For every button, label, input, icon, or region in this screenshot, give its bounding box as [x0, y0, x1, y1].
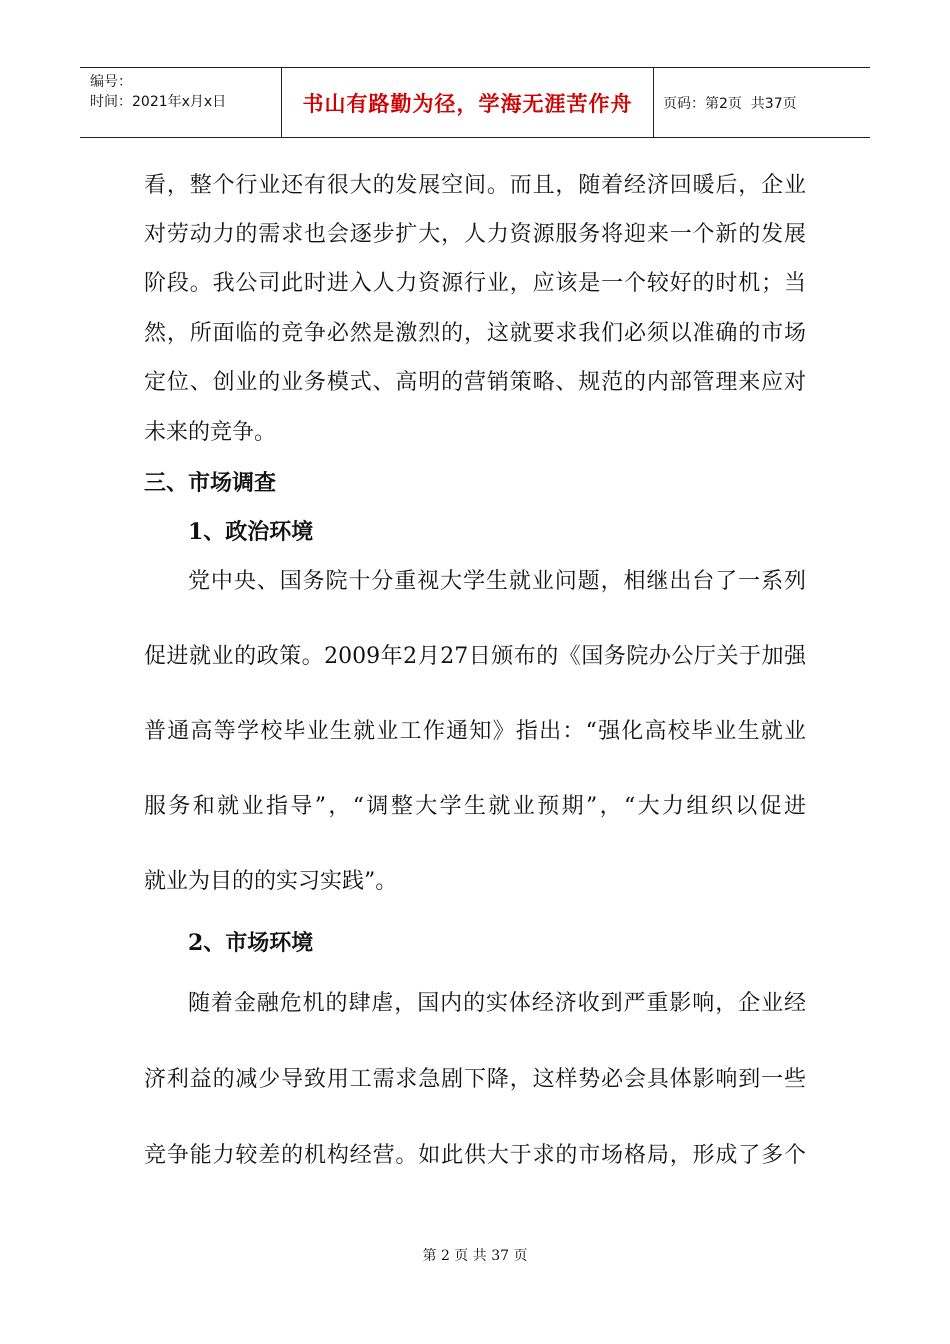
paragraph-line: 对劳动力的需求也会逐步扩大，人力资源服务将迎来一个新的发展 [144, 222, 806, 247]
header-meta [90, 72, 226, 112]
header-time-label: 时间：2021年x月x日 [90, 94, 227, 110]
header-number-label: 编号： [90, 74, 132, 90]
page-footer: 第 2 页 共 37 页 [422, 1248, 528, 1264]
paragraph-line: 然，所面临的竞争必然是激烈的，这就要求我们必须以准确的市场 [144, 321, 806, 346]
paragraph-line: 定位、创业的业务模式、高明的营销策略、规范的内部管理来应对 [144, 370, 806, 395]
paragraph-line: 服务和就业指导”，“调整大学生就业预期”，“大力组织以促进 [144, 794, 806, 819]
header-page-info: 页码：第2页 共37页 [663, 95, 797, 112]
paragraph-line: 竞争能力较差的机构经营。如此供大于求的市场格局，形成了多个 [144, 1143, 806, 1168]
paragraph-line: 阶段。我公司此时进入人力资源行业，应该是一个较好的时机；当 [144, 271, 806, 296]
subsection-heading: 2、市场环境 [188, 930, 314, 956]
paragraph-line: 党中央、国务院十分重视大学生就业问题，相继出台了一系列 [188, 569, 806, 594]
paragraph-line: 普通高等学校毕业生就业工作通知》指出：“强化高校毕业生就业 [144, 719, 806, 744]
paragraph-line: 随着金融危机的肆虐，国内的实体经济收到严重影响，企业经 [188, 991, 806, 1016]
header-motto: 书山有路勤为径，学海无涯苦作舟 [302, 91, 633, 116]
subsection-heading: 1、政治环境 [188, 519, 314, 545]
document-header [80, 67, 870, 138]
paragraph-line: 未来的竞争。 [144, 420, 277, 445]
paragraph-line: 促进就业的政策。2009年2月27日颁布的《国务院办公厅关于加强 [144, 644, 806, 669]
paragraph-line: 看，整个行业还有很大的发展空间。而且，随着经济回暖后，企业 [144, 173, 806, 198]
section-heading: 三、市场调查 [144, 470, 277, 496]
paragraph-line: 就业为目的的实习实践”。 [144, 869, 398, 894]
paragraph-line: 济利益的减少导致用工需求急剧下降，这样势必会具体影响到一些 [144, 1067, 806, 1092]
header-divider [653, 68, 654, 137]
